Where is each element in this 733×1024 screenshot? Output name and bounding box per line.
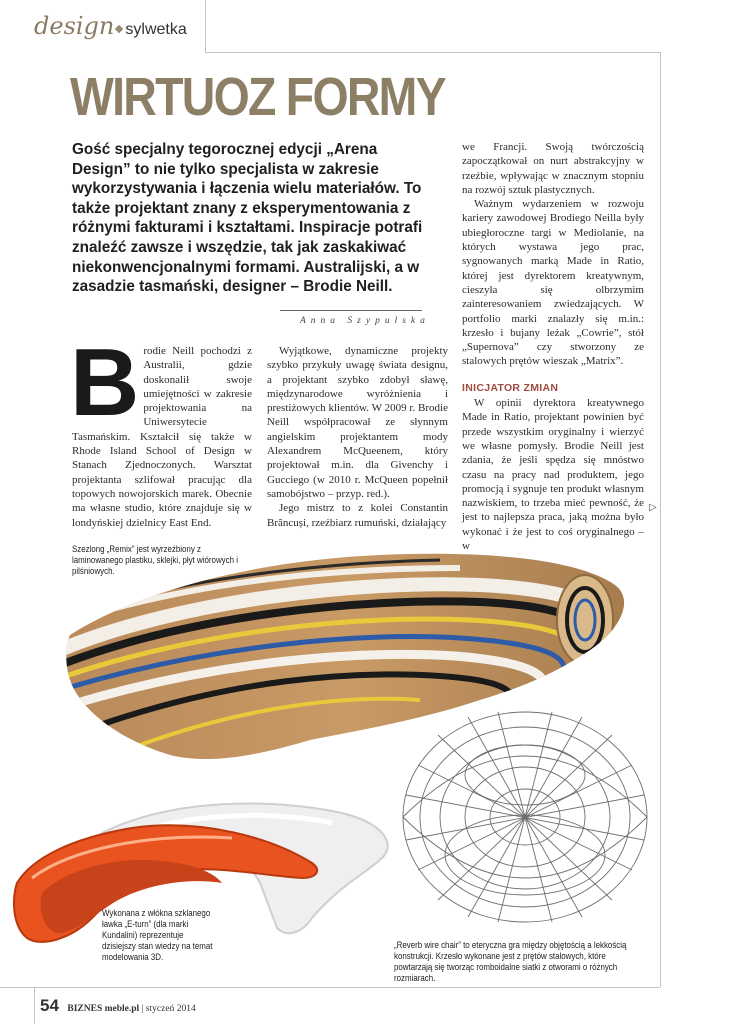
diamond-icon [115,25,123,33]
frame-line [205,52,660,53]
paragraph: Ważnym wydarzeniem w rozwoju kariery zawodowej Brodiego Neilla były ubiegłoroczne targi w Mediolanie, na których wystawa jego prac, sygnowanych marką Made in Ratio, której jest dyrektorem kreatywnym, cieszyła się olbrzymim zainteresowaniem zwiedzających. W portfolio marki znalazły się m.in.: krzesło i bujany leżak „Cowrie”, stół „Supernova” czy stworzony ze stalowych prętów wieszak „Matrix”. [462,198,644,368]
section-label: design [34,12,115,40]
frame-line [660,52,661,987]
caption-eturn: Wykonana z włókna szklanego ławka „E-turn” (dla marki Kundalini) reprezentuje dzisiejszy stan wiedzy na temat modelowania 3D. [102,908,213,962]
section-subhead: INICJATOR ZMIAN [462,381,559,394]
frame-line [34,987,35,1024]
article-title: WIRTUOZ FORMY [70,67,445,127]
text-column-2 [267,344,448,530]
paragraph: Jego mistrz to z kolei Constantin Brâncuși, rzeźbiarz rumuński, działający [267,502,448,529]
subsection-label: sylwetka [125,21,187,38]
text-column-1 [70,329,252,530]
author-byline: Anna Szypulska [300,316,430,326]
page-footer [40,996,196,1016]
paragraph: rodie Neill pochodzi z Australii, gdzie doskonalił swoje umiejętności w zakresie projektowania na Uniwersytecie Tasmańskim. Kształcił się także w Rhode Island School of Design w Stanach Zjednoczonych. Warsztat projektanta szlifował pracując dla topowych nowojorskich marek. Obecnie ma własne studio, które znajduje się w londyńskiej dzielnicy East End. [72,345,252,529]
page-number: 54 [40,996,59,1015]
frame-line [205,0,206,52]
paragraph: W opinii dyrektora kreatywnego Made in Ratio, projektant powinien być przede wszystkim oryginalny i wierzyć we własne pomysły. Brodie Neill jest zdania, że jeśli spędza się mnóstwo czasu na pracy nad produktem, jego promocją i sygnuje ten produkt własnym nazwiskiem, to trzeba mieć pewność, że jest to najlepsza praca, jaką można było wykonać i że jest to coś oryginalnego – w [462,397,644,553]
caption-reverb: „Reverb wire chair” to eteryczna gra między objętością a lekkością konstrukcji. Krzesło wykonane jest z prętów stalowych, które powtarzają się tworząc romboidalne siatki z otworami o różnych rozmiarach. [394,940,627,983]
paragraph: Wyjątkowe, dynamiczne projekty szybko przykuły uwagę świata designu, a projektant szybko zdobył sławę, międzynarodowe wyróżnienia i prestiżowych klientów. W 2009 r. Brodie Neill współpracował ze słynnym angielskim projektantem mody Alexandrem McQueenem, który projektował m.in. dla Givenchy i Gucciego (w 2010 r. McQueen popełnił samobójstwo – przyp. red.). [267,345,448,500]
drop-cap: B [70,329,140,436]
reverb-wire-chair-image [398,705,653,930]
caption-remix: Szezlong „Remix” jest wyrzeźbiony z laminowanego plastiku, sklejki, płyt wiórowych i pilśniowych. [72,544,238,576]
issue-date: styczeń 2014 [145,1004,196,1014]
article-lead: Gość specjalny tegorocznej edycji „Arena Design” to nie tylko specjalista w zakresie wykorzystywania i łączenia wielu materiałów. To także projektant znany z eksperymentowania z różnymi fakturami i kształtami. Inspiracje potrafi znaleźć zawsze i wszędzie, tak jak zaskakiwać niekonwencjonalnymi formami. Australijski, a w zasadzie tasmański, designer – Brodie Neill. [72,141,423,296]
divider [280,310,422,311]
continue-arrow-icon: ▷ [649,502,657,513]
section-tag [34,12,187,41]
magazine-title: BIZNES meble.pl [67,1004,140,1014]
text-column-3 [462,140,644,553]
magazine-name: BIZNES meble.pl | styczeń 2014 [67,1004,196,1014]
frame-line [0,987,660,988]
paragraph: we Francji. Swoją twórczością zapoczątkował on nurt abstrakcyjny w rzeźbie, wpływając w znacznym stopniu na rozwój sztuk plastycznych. [462,141,644,196]
